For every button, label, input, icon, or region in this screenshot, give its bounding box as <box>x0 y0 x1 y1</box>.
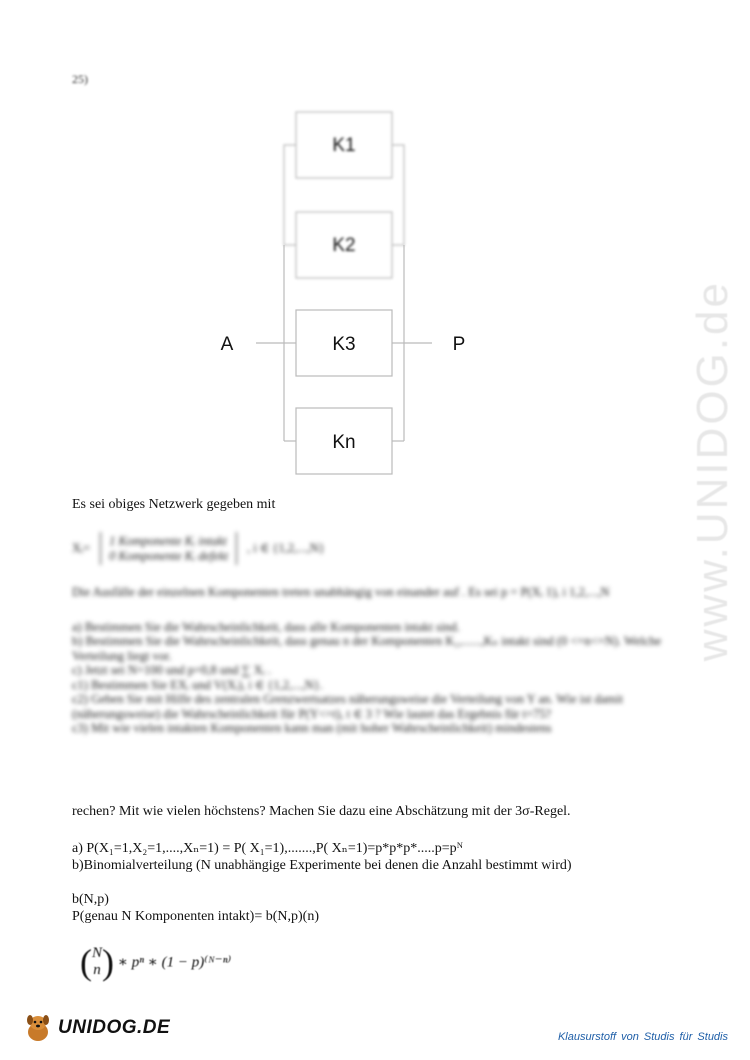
formula-rest: ∗ pⁿ ∗ (1 − p)⁽ᴺ⁻ⁿ⁾ <box>117 954 232 971</box>
answer-genau: P(genau N Komponenten intakt)= b(N,p)(n) <box>72 909 320 924</box>
logo-text: UNIDOG.DE <box>58 1017 171 1038</box>
answer-a: a) P(X₁=1,X₂=1,....,Xₙ=1) = P( X₁=1),.......,P( Xₙ=1)=p*p*p*.....p=pᴺ <box>72 841 464 856</box>
answer-bnp: b(N,p) <box>72 892 109 907</box>
parallel-network-diagram <box>0 0 750 490</box>
answers-block <box>72 840 712 925</box>
right-paren: ) <box>102 942 115 982</box>
task-b: b) Bestimmen Sie die Wahrscheinlichkeit, dass genau n der Komponenten K₁,......,Kₙ intakt sind (0 <=n<=N). Welche Verteilung liegt vor. <box>72 634 662 663</box>
answer-spacer <box>72 874 712 891</box>
dog-icon <box>22 1012 54 1044</box>
task-a: a) Bestimmen Sie die Wahrscheinlichkeit, dass alle Komponenten intakt sind. <box>72 619 460 634</box>
component-label-k3: K3 <box>332 334 356 355</box>
task-c3-continuation: rechen? Mit wie vielen höchstens? Machen Sie dazu eine Abschätzung mit der 3σ-Regel. <box>72 804 571 819</box>
output-node-label: P <box>452 334 466 355</box>
blurred-task-text <box>72 532 672 736</box>
task-c3: c3) Mit wie vielen intakten Komponenten kann man (mit hoher Wahrscheinlichkeit) mindestens <box>72 721 552 735</box>
component-label-k2: K2 <box>332 235 356 256</box>
right-connector-upper <box>392 145 404 245</box>
task-c: c) Jetzt sei N=100 und p=0,8 und ∑ Xᵢ . <box>72 663 271 677</box>
component-label-k1: K1 <box>332 135 356 156</box>
input-node-label: A <box>220 334 234 355</box>
footer-slogan: Klausurstoff von Studis für Studis <box>557 1031 728 1043</box>
definition-prefix: Xᵢ= <box>72 541 91 556</box>
component-label-kn: Kn <box>332 432 356 453</box>
definition-row <box>72 532 672 565</box>
unidog-logo <box>22 1012 170 1044</box>
task-c1: c1) Bestimmen Sie EXᵢ und V(Xᵢ), i ∈ {1,2,...,N}. <box>72 677 323 692</box>
definition-suffix: , i ∈ {1,2,...,N} <box>247 541 325 556</box>
definition-line-1: 1 Komponente Kᵢ intakt <box>109 534 227 548</box>
binomial-formula <box>80 944 231 980</box>
task-c2: c2) Geben Sie mit Hilfe des zentralen Grenzwertsatzes näherungsweise die Verteilung von Y an. Wie ist damit (näherungsweise) die Wahrscheinlichkeit für P(Y<=t), t ∈ 3 ? Wie lautet das Ergebnis für t=75? <box>72 692 624 721</box>
definition-bracket <box>100 532 237 565</box>
binomial-top: N <box>92 945 103 961</box>
left-paren: ( <box>80 942 92 982</box>
answer-b: b)Binomialverteilung (N unabhängige Experimente bei denen die Anzahl bestimmt wird) <box>72 858 572 873</box>
question-number: 25) <box>72 72 88 86</box>
definition-line-2: 0 Komponente Kᵢ defekt <box>109 548 229 563</box>
binomial-bottom: n <box>93 962 101 978</box>
binomial-coefficient <box>80 944 114 980</box>
watermark: www.UNIDOG.de <box>688 280 737 662</box>
assumption-paragraph: Die Ausfälle der einzelnen Komponenten treten unabhängig von einander auf . Es sei p = P(Xᵢ 1), i 1,2,...,N <box>72 585 610 599</box>
binomial-stack <box>92 945 102 979</box>
upper-components <box>284 112 404 278</box>
left-connector-upper <box>284 145 296 245</box>
intro-text: Es sei obiges Netzwerk gegeben mit <box>72 497 276 512</box>
